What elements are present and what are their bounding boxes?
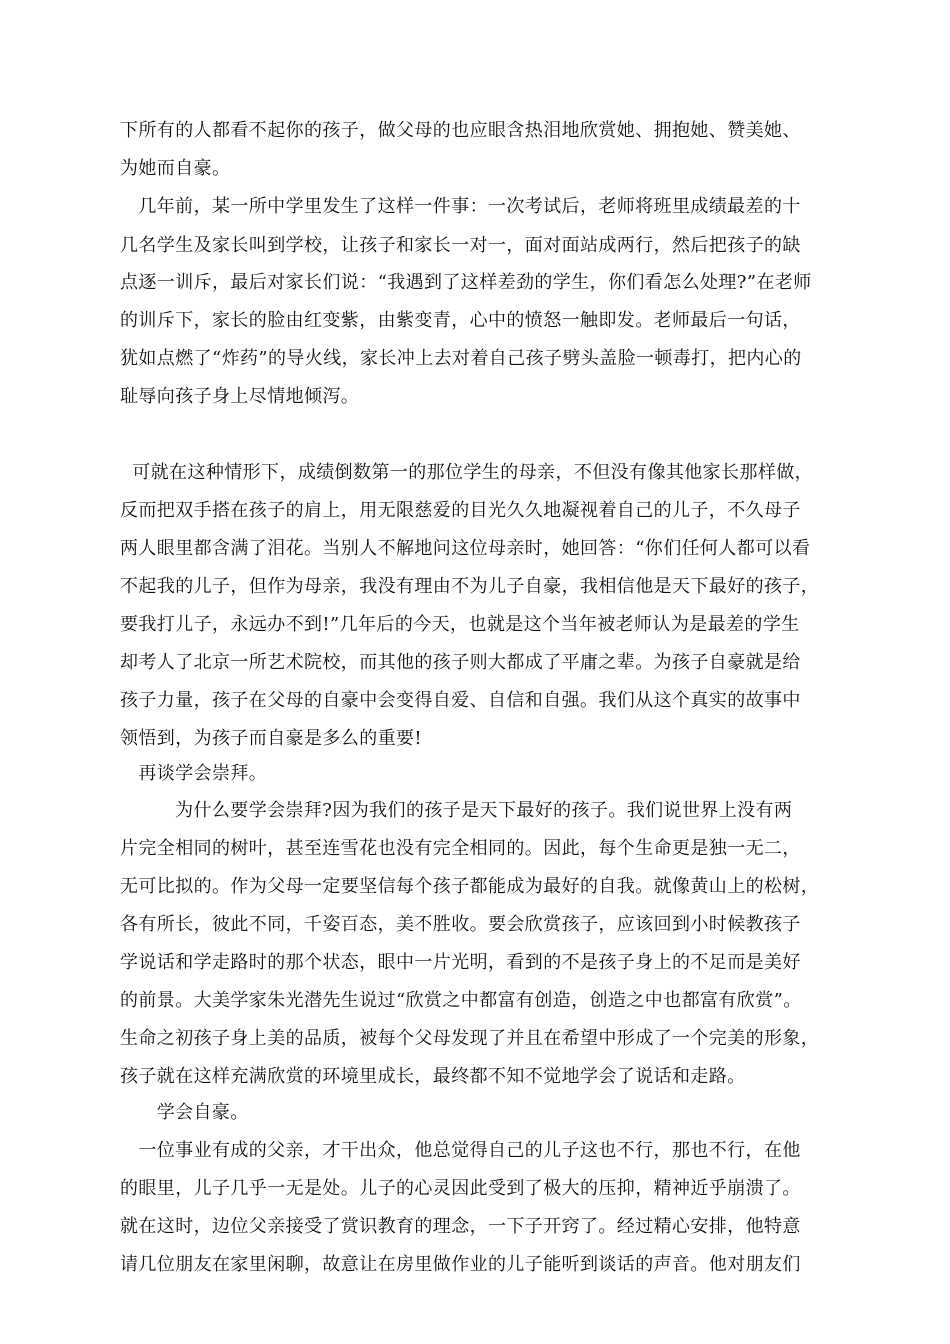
text-line: 下所有的人都看不起你的孩子，做父母的也应眼含热泪地欣赏她、拥抱她、赞美她、: [120, 120, 801, 141]
text-line: 点逐一训斥，最后对家长们说：“我遇到了这样差劲的学生，你们看怎么处理?”在老师: [120, 272, 812, 293]
section-heading: 学会自豪。: [120, 1102, 249, 1123]
text-line: 两人眼里都含满了泪花。当别人不解地问这位母亲时，她回答：“你们任何人都可以看: [120, 538, 811, 559]
text-line: 孩子就在这样充满欣赏的环境里成长，最终都不知不觉地学会了说话和走路。: [120, 1066, 746, 1087]
text-line: 领悟到，为孩子而自豪是多么的重要!: [120, 728, 423, 749]
text-line: 各有所长，彼此不同，千姿百态，美不胜收。要会欣赏孩子，应该回到小时候教孩子: [120, 914, 801, 935]
text-line: 的前景。大美学家朱光潜先生说过“欣赏之中都富有创造，创造之中也都富有欣赏”。: [120, 990, 802, 1011]
text-line: 就在这时，边位父亲接受了赏识教育的理念，一下子开窍了。经过精心安排，他特意: [120, 1216, 801, 1237]
text-line: 为她而自豪。: [120, 158, 231, 179]
section-heading: 再谈学会崇拜。: [120, 763, 268, 784]
text-line: 学说话和学走路时的那个状态，眼中一片光明，看到的不是孩子身上的不足而是美好: [120, 952, 801, 973]
text-line: 的眼里，儿子几乎一无是处。儿子的心灵因此受到了极大的压抑，精神近乎崩溃了。: [120, 1178, 801, 1199]
text-line: 可就在这种情形下，成绩倒数第一的那位学生的母亲，不但没有像其他家长那样做，: [120, 462, 814, 483]
text-line: 却考人了北京一所艺术院校，而其他的孩子则大都成了平庸之辈。为孩子自豪就是给: [120, 652, 801, 673]
text-line: 耻辱向孩子身上尽情地倾泻。: [120, 386, 360, 407]
text-line: 不起我的儿子，但作为母亲，我没有理由不为儿子自豪，我相信他是天下最好的孩子，: [120, 576, 820, 597]
text-line: 要我打儿子，永远办不到!”几年后的今天，也就是这个当年被老师认为是最差的学生: [120, 614, 800, 635]
text-line: 孩子力量，孩子在父母的自豪中会变得自爱、自信和自强。我们从这个真实的故事中: [120, 690, 801, 711]
text-line: 几名学生及家长叫到学校，让孩子和家长一对一，面对面站成两行，然后把孩子的缺: [120, 235, 801, 256]
text-line: 生命之初孩子身上美的品质，被每个父母发现了并且在希望中形成了一个完美的形象，: [120, 1028, 820, 1049]
text-line: 几年前，某一所中学里发生了这样一件事：一次考试后，老师将班里成绩最差的十: [120, 196, 801, 217]
text-line: 反而把双手搭在孩子的肩上，用无限慈爱的目光久久地凝视着自己的儿子，不久母子: [120, 500, 801, 521]
text-line: 片完全相同的树叶，甚至连雪花也没有完全相同的。因此，每个生命更是独一无二，: [120, 838, 801, 859]
text-line: 请几位朋友在家里闲聊，故意让在房里做作业的儿子能听到谈话的声音。他对朋友们: [120, 1254, 801, 1275]
text-line: 为什么要学会崇拜?因为我们的孩子是天下最好的孩子。我们说世界上没有两: [120, 800, 793, 821]
text-line: 犹如点燃了“炸药”的导火线，家长冲上去对着自己孩子劈头盖脸一顿毒打，把内心的: [120, 348, 802, 369]
text-line: 一位事业有成的父亲，才干出众，他总觉得自己的儿子这也不行，那也不行，在他: [120, 1140, 801, 1161]
text-line: 的训斥下，家长的脸由红变紫，由紫变青，心中的愤怒一触即发。老师最后一句话，: [120, 310, 801, 331]
text-line: 无可比拟的。作为父母一定要坚信每个孩子都能成为最好的自我。就像黄山上的松树，: [120, 876, 820, 897]
